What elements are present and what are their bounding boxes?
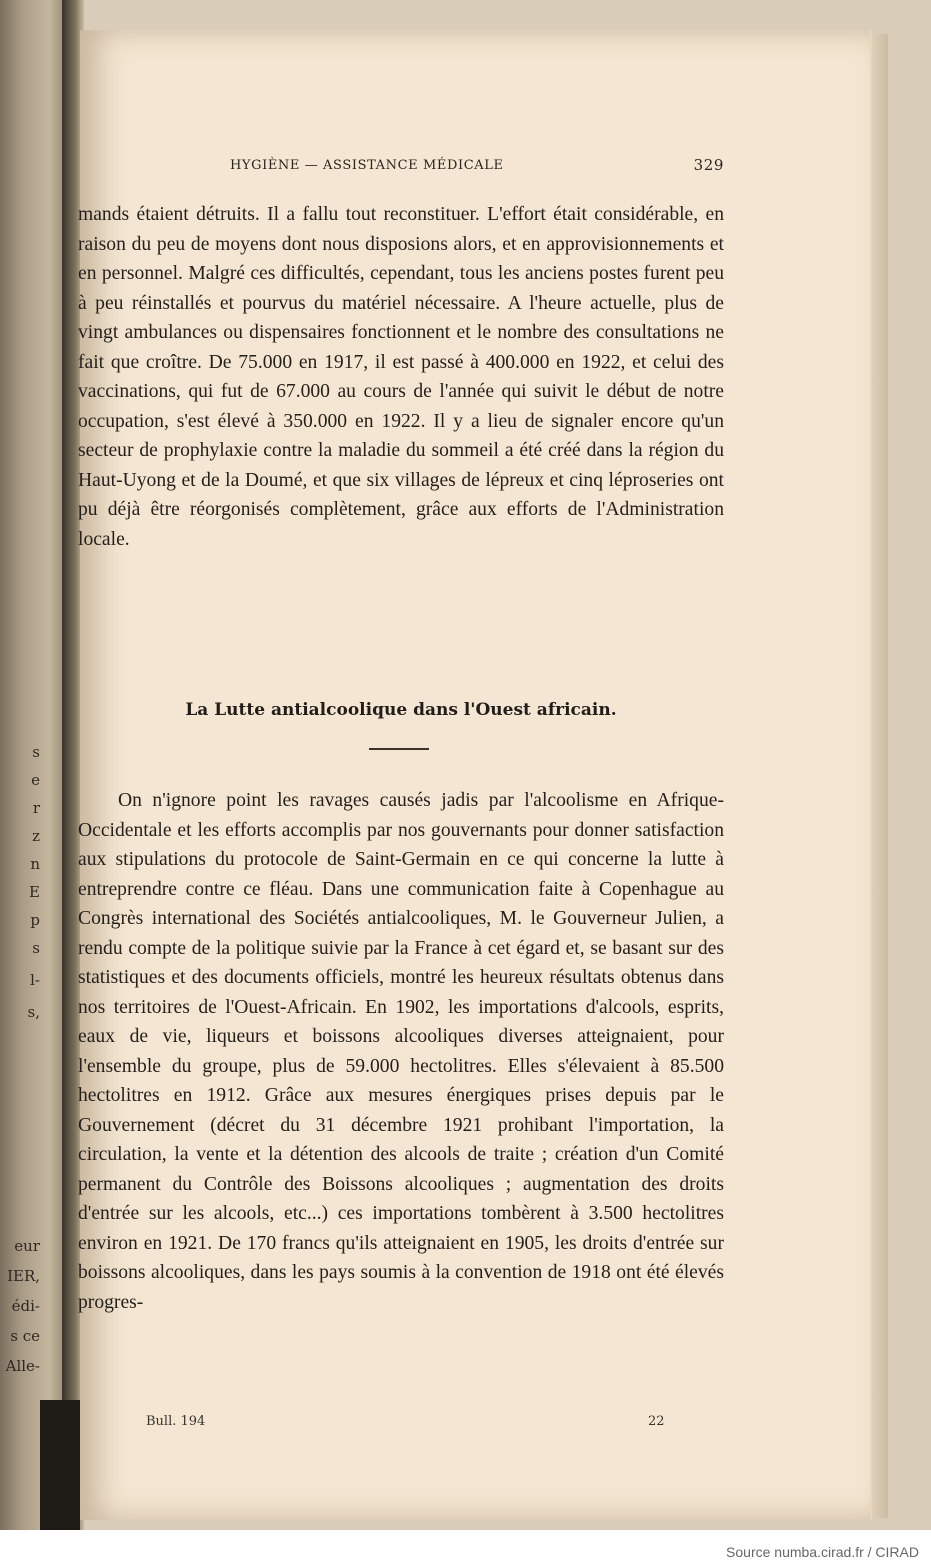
binding-cloth: [40, 1400, 80, 1530]
page-number: 329: [693, 156, 724, 174]
running-title: HYGIÈNE — ASSISTANCE MÉDICALE: [230, 158, 504, 173]
left-page-fragment: e: [31, 771, 40, 789]
signature-mark: Bull. 194: [146, 1414, 206, 1429]
left-page-fragment: s ce: [10, 1327, 40, 1345]
left-page-fragment: s: [32, 939, 40, 957]
left-page-fragment: Alle-: [5, 1357, 40, 1375]
title-rule: [369, 748, 429, 750]
left-page-fragment: IER,: [7, 1267, 40, 1285]
left-page-fragment: E: [29, 883, 40, 901]
paragraph-continued: mands étaient détruits. Il a fallu tout reconstituer. L'effort était considérable, en raison du peu de moyens dont nous disposions alors, et en approvisionnements et en personnel. Malgré ces difficultés, cependant, tous les anciens postes furent peu à peu réinstallés et pourvus du matériel nécessaire. A l'heure actuelle, plus de vingt ambulances ou dispensaires fonctionnent et le nombre des consultations ne fait que croître. De 75.000 en 1917, il est passé à 400.000 en 1922, et celui des vaccinations, qui fut de 67.000 au cours de l'année qui suivit le début de notre occupation, s'est élevé à 350.000 en 1922. Il y a lieu de signaler encore qu'un secteur de prophylaxie contre la maladie du sommeil a été créé dans la région du Haut-Uyong et de la Doumé, et que six villages de lépreux et cinq léproseries ont pu déjà être réorgonisés complètement, grâce aux efforts de l'Administration locale.: [78, 204, 724, 550]
left-page-fragment: édi-: [11, 1297, 40, 1315]
left-page-fragment: eur: [14, 1237, 40, 1255]
paragraph-body: On n'ignore point les ravages causés jadis par l'alcoolisme en Afrique-Occidentale et les efforts accomplis par nos gouvernants pour donner satisfaction aux stipulations du protocole de Saint-Germain en ce qui concerne la lutte à entreprendre contre ce fléau. Dans une communication faite à Copenhague au Congrès international des Sociétés antialcooliques, M. le Gouverneur Julien, a rendu compte de la politique suivie par la France à cet égard et, se basant sur des statistiques et des documents officiels, montré les heureux résultats obtenus dans nos territoires de l'Ouest-Africain. En 1902, les importations d'alcools, esprits, eaux de vie, liqueurs et boissons alcooliques diverses atteignaient, pour l'ensemble du groupe, plus de 59.000 hectolitres. Elles s'élevaient à 85.500 hectolitres en 1912. Grâce aux mesures énergiques prises depuis par le Gouvernement (décret du 31 décembre 1921 prohibant l'importation, la circulation, la vente et la détention des alcools de traite ; création d'un Comité permanent du Contrôle des Boissons alcooliques ; augmentation des droits d'entrée sur les alcools, etc...) ces importations tombèrent à 3.500 hectolitres environ en 1921. De 170 francs qu'ils atteignaient en 1905, les droits d'entrée sur boissons alcooliques, dans les pays soumis à la convention de 1918 ont été élevés progres-: [78, 790, 724, 1313]
sheet-number: 22: [648, 1414, 665, 1429]
source-credit: Source numba.cirad.fr / CIRAD: [726, 1544, 919, 1560]
left-page-fragment: s,: [27, 1003, 40, 1021]
left-page-fragment: l-: [30, 971, 40, 989]
left-page-fragment: r: [32, 799, 40, 817]
left-page-fragment: p: [30, 911, 40, 929]
left-page-fragment: s: [32, 743, 40, 761]
left-page-fragment: n: [30, 855, 40, 873]
section-title: La Lutte antialcoolique dans l'Ouest africain.: [185, 700, 617, 720]
left-page-fragment: z: [32, 827, 40, 845]
